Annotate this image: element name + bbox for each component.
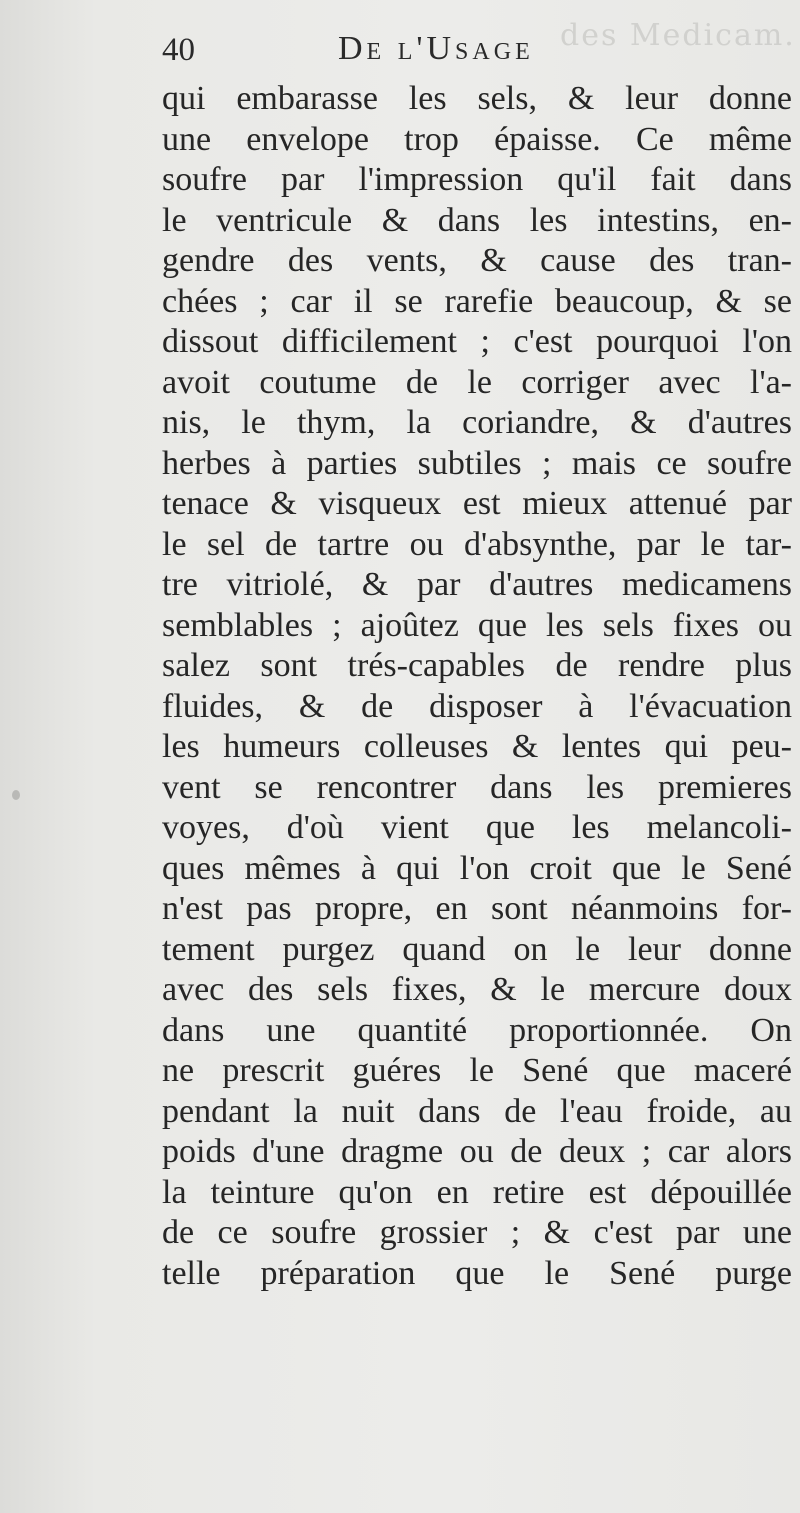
bleed-through-text: des Medicam. [560,18,796,53]
text-line: dans une quantité proportionnée. On [162,1011,792,1049]
text-line: le ventricule & dans les intestins, en- [162,201,792,239]
text-line: avoit coutume de le corriger avec l'a- [162,363,792,401]
text-line: tement purgez quand on le leur donne [162,930,792,968]
text-line: ques mêmes à qui l'on croit que le Sené [162,849,792,887]
text-line: fluides, & de disposer à l'évacuation [162,687,792,725]
text-line: une envelope trop épaisse. Ce même [162,120,792,158]
paper-speck [12,790,20,800]
page-header [162,30,782,74]
page-number: 40 [162,32,195,68]
text-line: herbes à parties subtiles ; mais ce soufre [162,444,792,482]
text-line: ne prescrit guéres le Sené que maceré [162,1052,792,1089]
text-line: tre vitriolé, & par d'autres medicamens [162,566,792,603]
text-line: vent se rencontrer dans les premieres [162,768,792,806]
text-line: dissout difficilement ; c'est pourquoi l'on [162,323,792,360]
text-line: telle préparation que le Sené purge [162,1254,792,1292]
text-line: semblables ; ajoûtez que les sels fixes ou [162,606,792,644]
body-text [162,79,792,1294]
text-line: salez sont trés-capables de rendre plus [162,647,792,684]
text-line: pendant la nuit dans de l'eau froide, au [162,1092,792,1130]
text-line: voyes, d'où vient que les melancoli- [162,809,792,846]
text-line: n'est pas propre, en sont néanmoins for- [162,890,792,927]
text-line: poids d'une dragme ou de deux ; car alors [162,1133,792,1170]
text-line: nis, le thym, la coriandre, & d'autres [162,404,792,441]
text-line: de ce soufre grossier ; & c'est par une [162,1214,792,1251]
text-line: soufre par l'impression qu'il fait dans [162,161,792,198]
text-line: la teinture qu'on en retire est dépouillée [162,1173,792,1211]
text-line: le sel de tartre ou d'absynthe, par le tar- [162,525,792,563]
text-line: gendre des vents, & cause des tran- [162,242,792,279]
running-head: De l'Usage [338,30,534,67]
text-line: avec des sels fixes, & le mercure doux [162,971,792,1008]
text-line: tenace & visqueux est mieux attenué par [162,485,792,522]
text-line: les humeurs colleuses & lentes qui peu- [162,728,792,765]
text-line: chées ; car il se rarefie beaucoup, & se [162,282,792,320]
text-line: qui embarasse les sels, & leur donne [162,80,792,117]
